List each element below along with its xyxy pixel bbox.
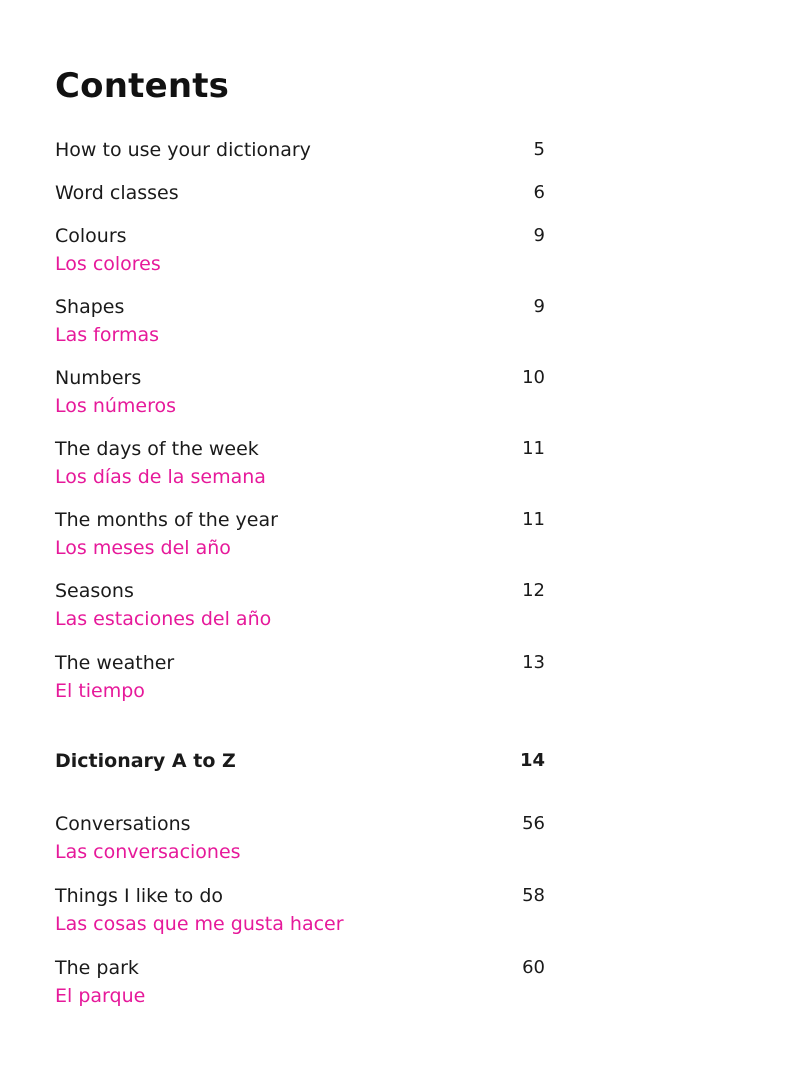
entry-title-english: The park (55, 957, 139, 979)
entry-page-number: 60 (522, 957, 545, 978)
entry-page-number: 10 (522, 367, 545, 388)
entry-page-number: 9 (533, 225, 545, 246)
entry-page-number: 56 (522, 813, 545, 834)
entry-title-english: Shapes (55, 296, 125, 318)
entry-page-number: 58 (522, 885, 545, 906)
entry-title-english: The days of the week (55, 438, 259, 460)
entry-title-spanish: Las cosas que me gusta hacer (55, 913, 344, 935)
entry-page-number: 6 (533, 182, 545, 203)
entry-title-spanish: Las conversaciones (55, 841, 241, 863)
entry-page-number: 9 (533, 296, 545, 317)
entry-title-english: The months of the year (55, 509, 278, 531)
entry-title-spanish: El tiempo (55, 680, 145, 702)
entry-title-spanish: Las estaciones del año (55, 608, 272, 630)
page-title: Contents (55, 66, 230, 106)
entry-title-spanish: Los colores (55, 253, 161, 275)
entry-page-number: 11 (522, 509, 545, 530)
entry-title-english: Seasons (55, 580, 134, 602)
entry-title-english: Numbers (55, 367, 142, 389)
entry-page-number: 11 (522, 438, 545, 459)
entry-title-spanish: Las formas (55, 324, 160, 346)
entry-page-number: 14 (519, 750, 545, 771)
entry-title-english: The weather (55, 652, 175, 674)
entry-title-english: Conversations (55, 813, 191, 835)
entry-title-english: Word classes (55, 182, 179, 204)
entry-title-english: How to use your dictionary (55, 139, 311, 161)
entry-page-number: 5 (533, 139, 545, 160)
entry-title-english: Dictionary A to Z (55, 750, 236, 772)
entry-title-spanish: Los días de la semana (55, 466, 266, 488)
entry-page-number: 13 (522, 652, 545, 673)
entry-title-english: Things I like to do (55, 885, 224, 907)
entry-title-spanish: Los meses del año (55, 537, 231, 559)
entry-title-spanish: El parque (55, 985, 146, 1007)
entry-title-spanish: Los números (55, 395, 177, 417)
entry-title-english: Colours (55, 225, 127, 247)
entry-page-number: 12 (522, 580, 545, 601)
